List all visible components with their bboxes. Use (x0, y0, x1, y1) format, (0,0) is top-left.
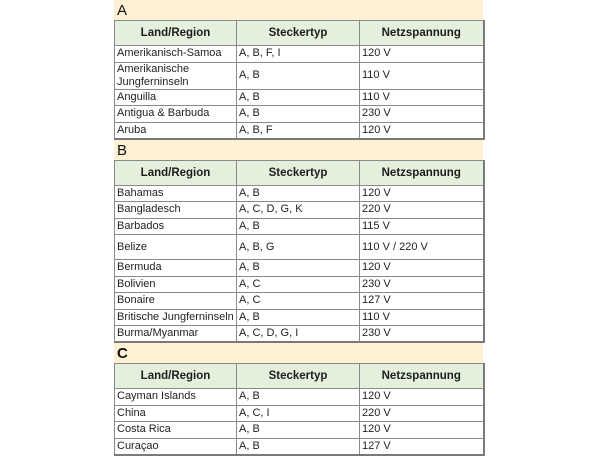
cell-plugs: A, B (237, 62, 360, 89)
table-row (115, 46, 484, 63)
cell-voltage: 120 V (360, 46, 484, 63)
cell-country: Bermuda (115, 260, 237, 277)
cell-voltage: 110 V (360, 309, 484, 326)
table-row (115, 62, 484, 89)
cell-plugs: A, B (237, 260, 360, 277)
cell-country: Bolivien (115, 276, 237, 293)
cell-plugs: A, C, D, G, K (237, 202, 360, 219)
section-heading-b: B (114, 140, 483, 160)
cell-plugs: A, B (237, 389, 360, 406)
table-row (115, 389, 484, 406)
cell-country: Burma/Myanmar (115, 326, 237, 343)
cell-plugs: A, B (237, 438, 360, 455)
section-heading-a: A (114, 0, 483, 20)
cell-country: Cayman Islands (115, 389, 237, 406)
table-row (115, 89, 484, 106)
cell-voltage: 120 V (360, 422, 484, 439)
cell-country: Britische Jungferninseln (115, 309, 237, 326)
cell-country: China (115, 405, 237, 422)
cell-plugs: A, B (237, 106, 360, 123)
cell-plugs: A, B (237, 89, 360, 106)
cell-voltage: 110 V (360, 89, 484, 106)
cell-plugs: A, B (237, 422, 360, 439)
cell-country: Aruba (115, 122, 237, 139)
table-row (115, 293, 484, 310)
cell-voltage: 120 V (360, 122, 484, 139)
section-heading-c: C (114, 343, 483, 363)
cell-country: Belize (115, 235, 237, 260)
cell-country: Bangladesch (115, 202, 237, 219)
table-header-row (115, 364, 484, 389)
cell-plugs: A, B (237, 218, 360, 235)
column-header-voltage: Netzspannung (360, 160, 484, 185)
column-header-country: Land/Region (115, 160, 237, 185)
cell-plugs: A, B (237, 185, 360, 202)
cell-country: Curaçao (115, 438, 237, 455)
cell-voltage: 230 V (360, 326, 484, 343)
table-row (115, 276, 484, 293)
cell-country: Anguilla (115, 89, 237, 106)
table-row (115, 309, 484, 326)
cell-voltage: 220 V (360, 405, 484, 422)
table-section-c (114, 363, 485, 456)
cell-voltage: 120 V (360, 185, 484, 202)
table-row (115, 218, 484, 235)
cell-plugs: A, B, G (237, 235, 360, 260)
cell-country: Amerikanische Jungferninseln (115, 62, 237, 89)
cell-voltage: 115 V (360, 218, 484, 235)
cell-plugs: A, B, F (237, 122, 360, 139)
table-row (115, 405, 484, 422)
cell-country: Costa Rica (115, 422, 237, 439)
cell-voltage: 110 V / 220 V (360, 235, 484, 260)
table-row (115, 185, 484, 202)
cell-plugs: A, C, I (237, 405, 360, 422)
cell-voltage: 120 V (360, 389, 484, 406)
table-row (115, 202, 484, 219)
cell-country: Bonaire (115, 293, 237, 310)
cell-voltage: 120 V (360, 260, 484, 277)
cell-country: Barbados (115, 218, 237, 235)
table-section-a (114, 20, 485, 140)
column-header-plug-type: Steckertyp (237, 21, 360, 46)
table-row (115, 422, 484, 439)
table-header-row (115, 21, 484, 46)
cell-voltage: 230 V (360, 106, 484, 123)
table-row (115, 260, 484, 277)
plug-type-document (114, 0, 483, 456)
cell-plugs: A, B, F, I (237, 46, 360, 63)
table-row (115, 122, 484, 139)
cell-country: Antigua & Barbuda (115, 106, 237, 123)
cell-voltage: 110 V (360, 62, 484, 89)
column-header-voltage: Netzspannung (360, 21, 484, 46)
table-section-b (114, 160, 485, 344)
cell-plugs: A, C (237, 293, 360, 310)
cell-voltage: 127 V (360, 293, 484, 310)
cell-plugs: A, C, D, G, I (237, 326, 360, 343)
cell-plugs: A, C (237, 276, 360, 293)
cell-voltage: 220 V (360, 202, 484, 219)
cell-voltage: 127 V (360, 438, 484, 455)
column-header-voltage: Netzspannung (360, 364, 484, 389)
column-header-country: Land/Region (115, 364, 237, 389)
table-header-row (115, 160, 484, 185)
cell-country: Amerikanisch-Samoa (115, 46, 237, 63)
column-header-country: Land/Region (115, 21, 237, 46)
table-row (115, 235, 484, 260)
column-header-plug-type: Steckertyp (237, 160, 360, 185)
table-row (115, 438, 484, 455)
table-row (115, 326, 484, 343)
cell-country: Bahamas (115, 185, 237, 202)
cell-voltage: 230 V (360, 276, 484, 293)
cell-plugs: A, B (237, 309, 360, 326)
table-row (115, 106, 484, 123)
column-header-plug-type: Steckertyp (237, 364, 360, 389)
